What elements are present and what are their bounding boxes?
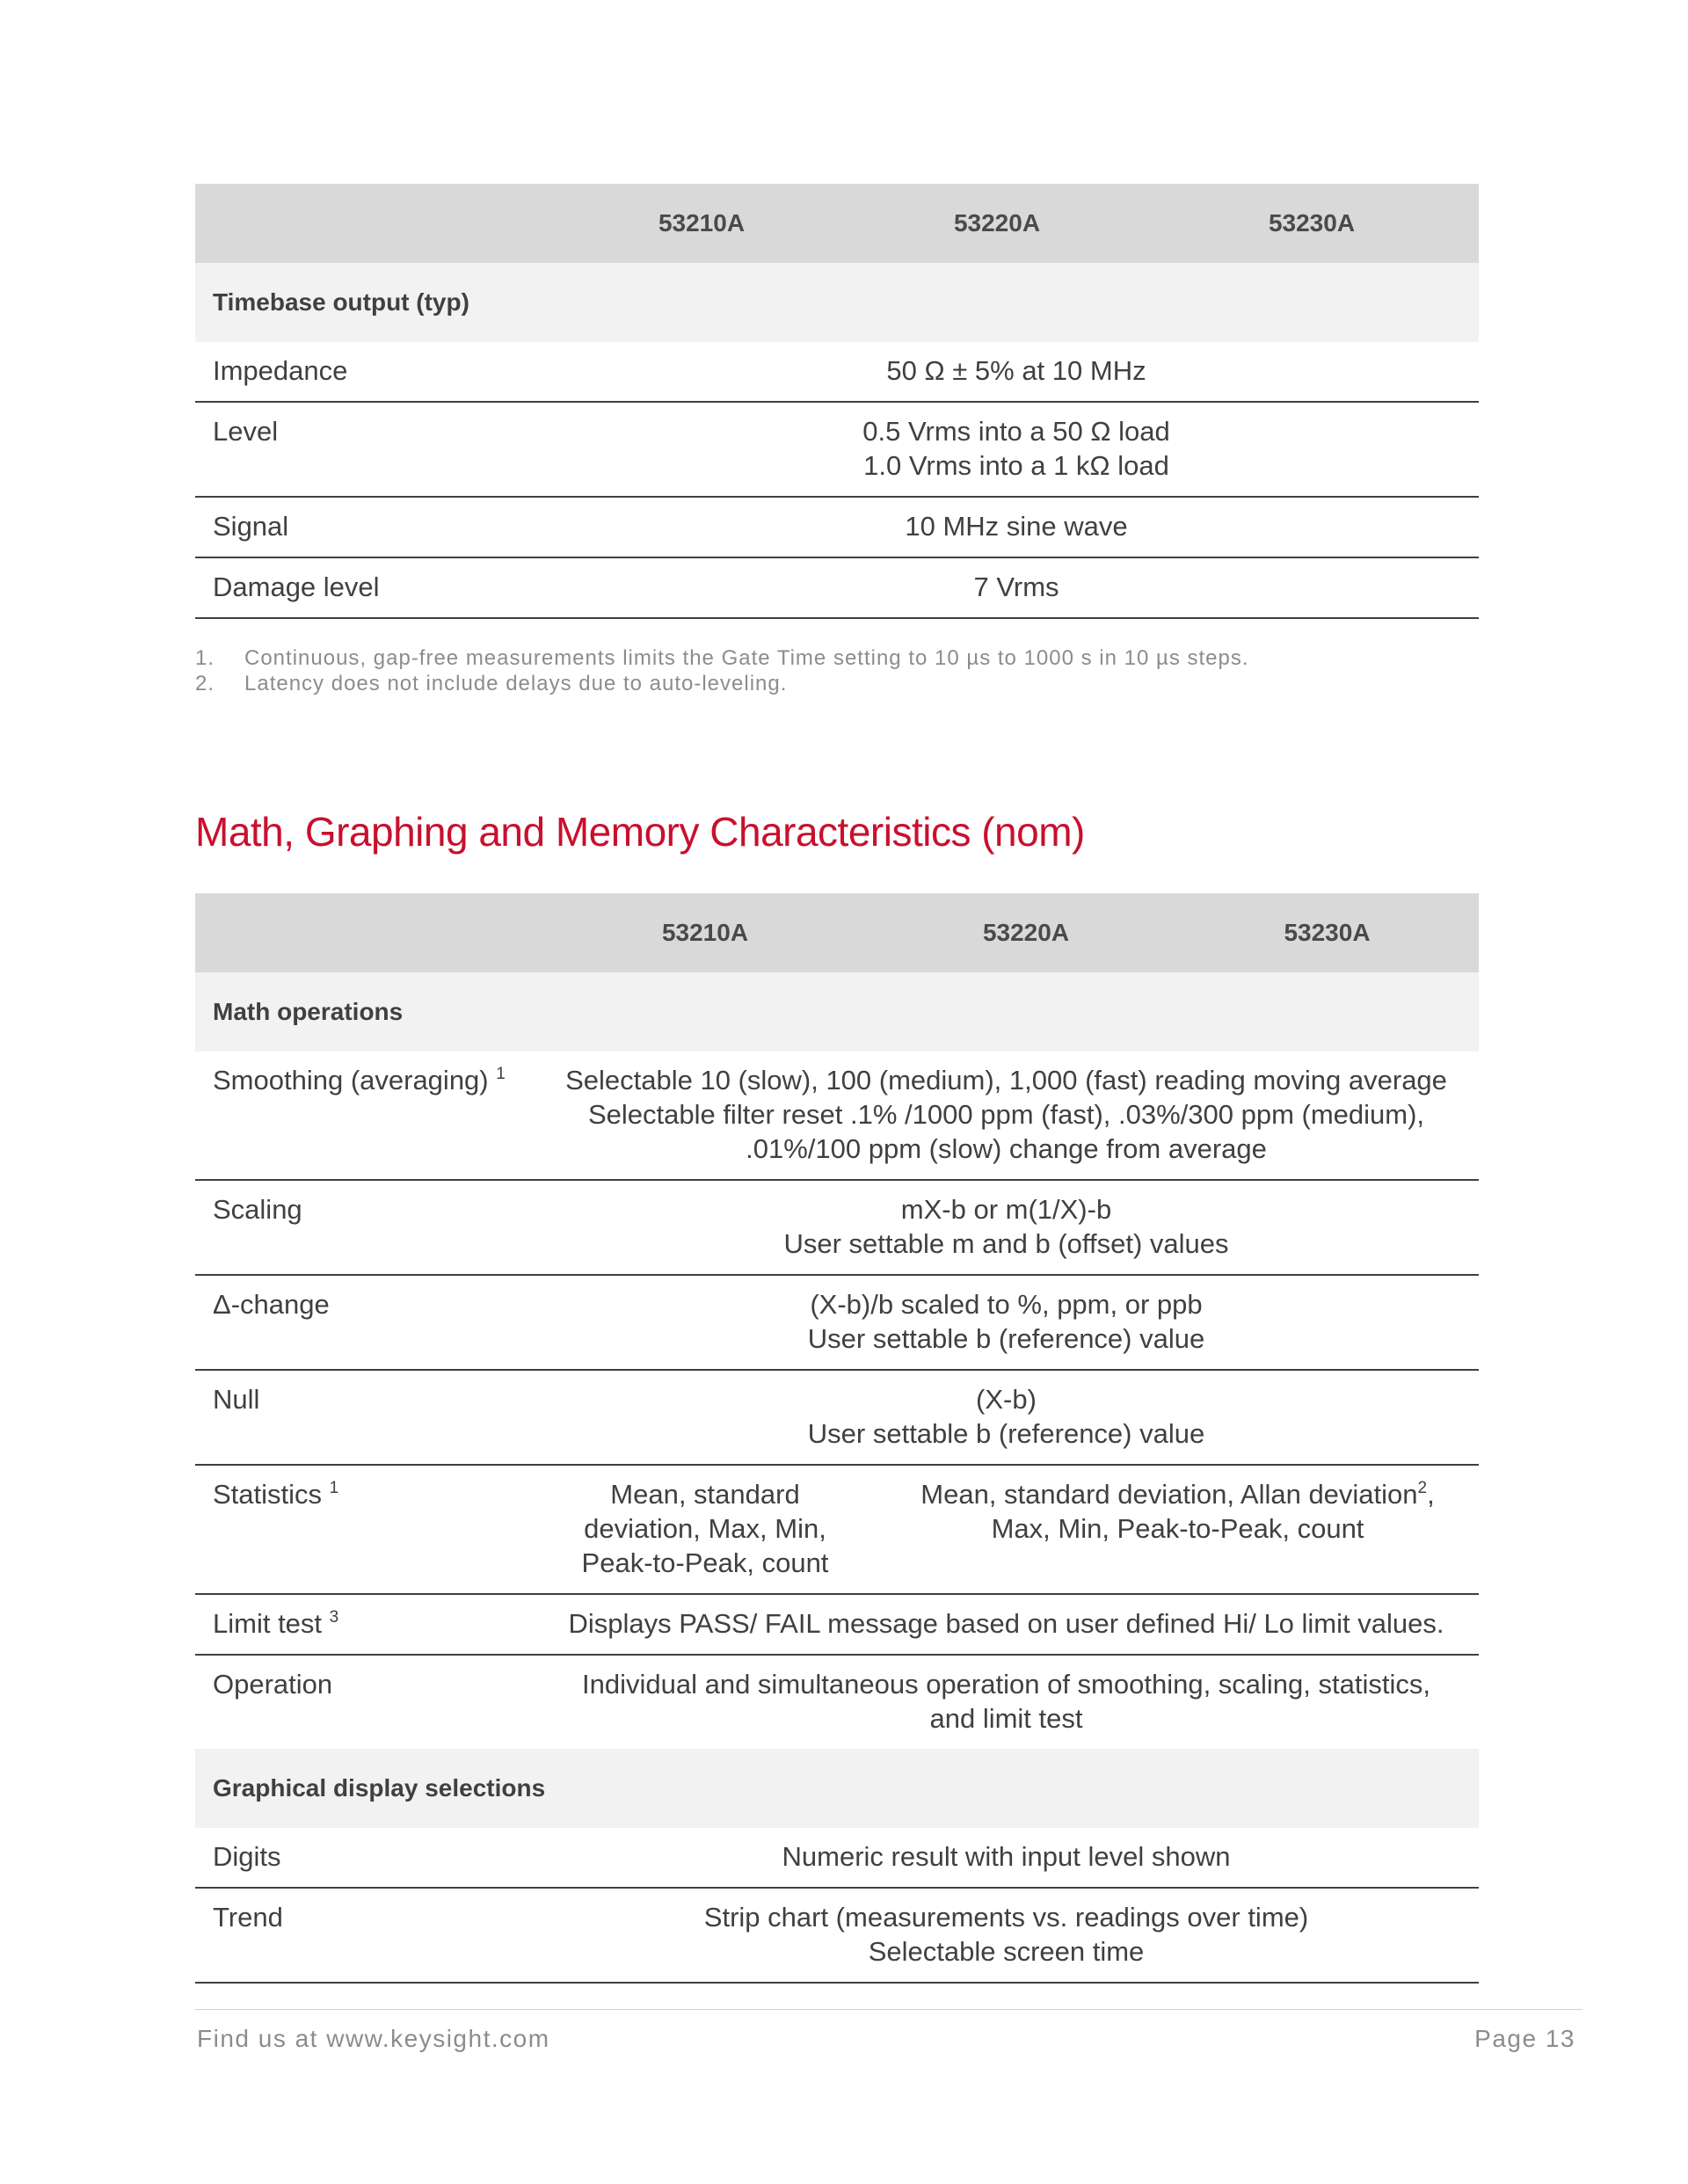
header-cell-blank xyxy=(195,184,554,263)
row-value: 0.5 Vrms into a 50 Ω load 1.0 Vrms into a 1 kΩ load xyxy=(554,402,1479,497)
row-label: Trend xyxy=(195,1888,534,1983)
table-row xyxy=(195,1828,1479,1888)
table-row xyxy=(195,557,1479,618)
row-value: 7 Vrms xyxy=(554,557,1479,618)
row-value: mX-b or m(1/X)-b User settable m and b (offset) values xyxy=(534,1180,1479,1275)
section-timebase-output: Timebase output (typ) xyxy=(195,263,1479,342)
row-label: Δ-change xyxy=(195,1275,534,1370)
footer-divider xyxy=(195,2009,1582,2010)
table-row xyxy=(195,1655,1479,1749)
footnote: 1. Continuous, gap-free measurements limits the Gate Time setting to 10 µs to 1000 s in 10 µs steps. xyxy=(195,646,1249,670)
section-row xyxy=(195,972,1479,1052)
row-value-53210a: Mean, standard deviation, Max, Min, Peak-to-Peak, count xyxy=(534,1465,877,1594)
row-value: 10 MHz sine wave xyxy=(554,497,1479,557)
footnote: 2. Latency does not include delays due to auto-leveling. xyxy=(195,672,788,695)
section-graphical-display: Graphical display selections xyxy=(195,1749,1479,1828)
row-value: Selectable 10 (slow), 100 (medium), 1,000 (fast) reading moving average Selectable filter reset .1% /1000 ppm (fast), .03%/300 ppm (medium), .01%/100 ppm (slow) change from average xyxy=(534,1052,1479,1180)
table-header-row xyxy=(195,893,1479,972)
row-value: (X-b)/b scaled to %, ppm, or ppb User settable b (reference) value xyxy=(534,1275,1479,1370)
row-value: 50 Ω ± 5% at 10 MHz xyxy=(554,342,1479,402)
table-row xyxy=(195,1465,1479,1594)
table-row xyxy=(195,402,1479,497)
row-label: Level xyxy=(195,402,554,497)
section-row xyxy=(195,1749,1479,1828)
header-53230a: 53230A xyxy=(1145,184,1479,263)
header-53220a: 53220A xyxy=(877,893,1175,972)
table-row xyxy=(195,1888,1479,1983)
row-value: Strip chart (measurements vs. readings over time) Selectable screen time xyxy=(534,1888,1479,1983)
row-label: Scaling xyxy=(195,1180,534,1275)
header-53210a: 53210A xyxy=(554,184,849,263)
row-label: Impedance xyxy=(195,342,554,402)
footer-website: Find us at www.keysight.com xyxy=(197,2025,550,2052)
row-label: Null xyxy=(195,1370,534,1465)
row-value: Displays PASS/ FAIL message based on user defined Hi/ Lo limit values. xyxy=(534,1594,1479,1655)
table-row xyxy=(195,497,1479,557)
header-53210a: 53210A xyxy=(534,893,877,972)
section-math-operations: Math operations xyxy=(195,972,1479,1052)
section-row xyxy=(195,263,1479,342)
header-53220a: 53220A xyxy=(849,184,1145,263)
timebase-table xyxy=(195,184,1479,619)
table-row xyxy=(195,1180,1479,1275)
row-value-53220a-53230a: Mean, standard deviation, Allan deviation$^2$, Max, Min, Peak-to-Peak, count xyxy=(877,1465,1479,1594)
header-53230a: 53230A xyxy=(1175,893,1479,972)
table-header-row xyxy=(195,184,1479,263)
row-value: Individual and simultaneous operation of smoothing, scaling, statistics, and limit test xyxy=(582,1669,1430,1734)
table-row xyxy=(195,1275,1479,1370)
row-label: Statistics $^1$ xyxy=(195,1465,534,1594)
header-cell-blank xyxy=(195,893,534,972)
row-value: (X-b) User settable b (reference) value xyxy=(534,1370,1479,1465)
section-title: Math, Graphing and Memory Characteristics (nom) xyxy=(195,809,1085,855)
footer-page-number: Page 13 xyxy=(1474,2025,1575,2052)
row-label: Operation xyxy=(213,1669,333,1700)
row-label: Smoothing (averaging) $^1$ xyxy=(195,1052,534,1180)
row-label: Damage level xyxy=(195,557,554,618)
footnotes xyxy=(195,645,1479,696)
row-label: Signal xyxy=(195,497,554,557)
table-row xyxy=(195,1052,1479,1180)
table-row xyxy=(195,1370,1479,1465)
table-row xyxy=(195,342,1479,402)
table-row xyxy=(195,1594,1479,1655)
page-content xyxy=(195,184,1479,1984)
math-table xyxy=(195,893,1479,1984)
row-value: Numeric result with input level shown xyxy=(534,1828,1479,1888)
row-label: Digits xyxy=(195,1828,534,1888)
row-label: Limit test $^3$ xyxy=(195,1594,534,1655)
